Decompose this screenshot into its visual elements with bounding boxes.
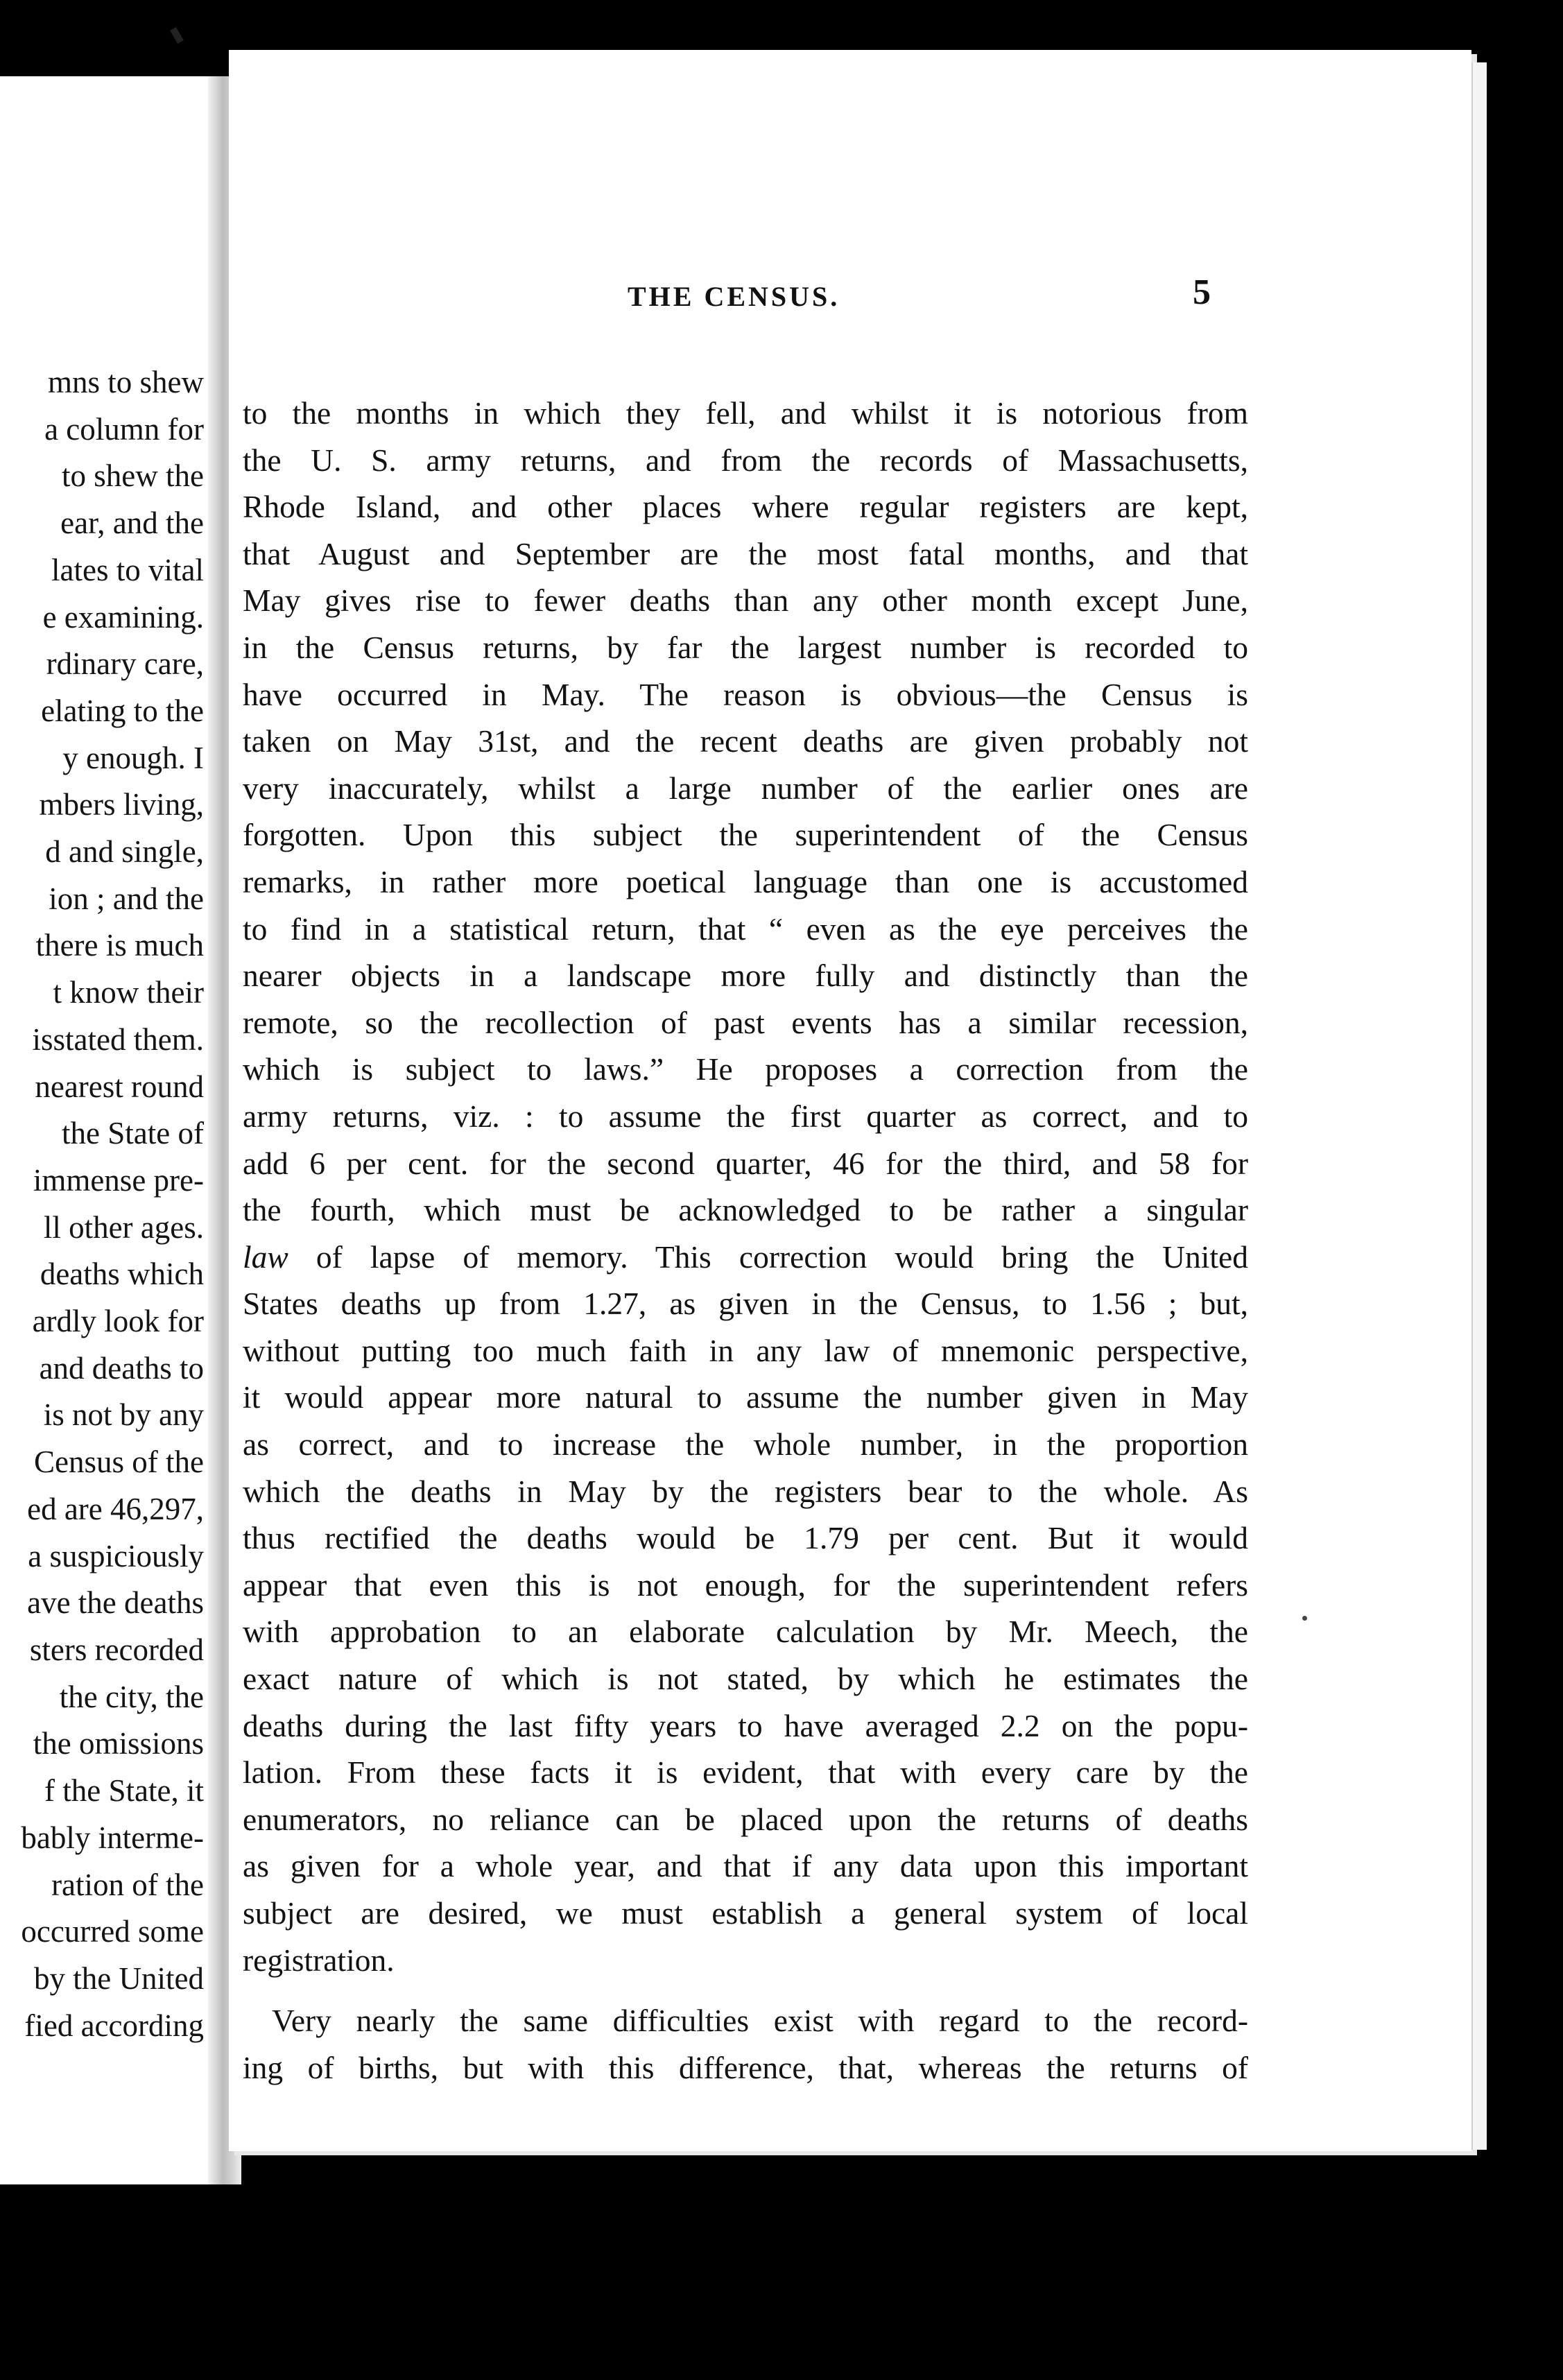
text-line: Rhode Island, and other places where regular registers are kept,: [243, 489, 1248, 525]
left-page-line: ed are 46,297,: [27, 1491, 204, 1526]
text-line: remote, so the recollection of past events has a similar recession,: [243, 1004, 1248, 1040]
right-page: [229, 50, 1471, 2151]
left-page-line: a suspiciously: [28, 1538, 204, 1573]
left-page-line: y enough. I: [62, 740, 204, 775]
left-page-text: [21, 359, 204, 2049]
left-page-line: to shew the: [62, 458, 204, 494]
text-line: the U. S. army returns, and from the records of Massachusetts,: [243, 442, 1248, 478]
text-line: taken on May 31st, and the recent deaths are given probably not: [243, 723, 1248, 759]
text-line: which the deaths in May by the registers bear to the whole. As: [243, 1473, 1248, 1509]
text-line: deaths during the last fifty years to have averaged 2.2 on the popu-: [243, 1707, 1248, 1743]
left-page-line: t know their: [53, 975, 204, 1010]
text-line: ing of births, but with this difference, that, whereas the returns of: [243, 2049, 1248, 2085]
left-page-line: and deaths to: [39, 1350, 204, 1386]
left-page-line: the State of: [62, 1116, 204, 1151]
left-page-line: f the State, it: [44, 1773, 204, 1809]
left-page-line: ear, and the: [60, 506, 204, 541]
text-line: add 6 per cent. for the second quarter, 46 for the third, and 58 for: [243, 1145, 1248, 1181]
left-page-line: ll other ages.: [43, 1209, 204, 1245]
left-page-line: d and single,: [45, 834, 204, 870]
left-page-line: a column for: [44, 411, 204, 447]
text-line: as correct, and to increase the whole number, in the proportion: [243, 1426, 1248, 1463]
body-text: [243, 390, 1248, 2091]
left-page-line: mns to shew: [48, 365, 204, 399]
left-page-line: elating to the: [41, 693, 204, 728]
text-line: to find in a statistical return, that “ even as the eye perceives the: [243, 911, 1248, 947]
running-title: THE CENSUS.: [628, 281, 840, 312]
text-line: appear that even this is not enough, for the superintendent refers: [243, 1567, 1248, 1603]
text-line: as given for a whole year, and that if any data upon this important: [243, 1848, 1248, 1884]
left-page-line: isstated them.: [32, 1021, 204, 1057]
text-line: forgotten. Upon this subject the superintendent of the Census: [243, 817, 1248, 853]
text-line: lation. From these facts it is evident, that with every care by the: [243, 1754, 1248, 1791]
text-line: very inaccurately, whilst a large number of the earlier ones are: [243, 770, 1248, 806]
left-page-line: ion ; and the: [49, 881, 204, 916]
text-line: with approbation to an elaborate calculation by Mr. Meech, the: [243, 1614, 1248, 1650]
text-line: in the Census returns, by far the largest number is recorded to: [243, 629, 1248, 665]
text-line: have occurred in May. The reason is obvious—the Census is: [243, 676, 1248, 712]
text-line: enumerators, no reliance can be placed upon the returns of deaths: [243, 1801, 1248, 1837]
text-line: which is subject to laws.” He proposes a correction from the: [243, 1051, 1248, 1087]
left-page-line: lates to vital: [51, 552, 204, 587]
left-page-line: sters recorded: [29, 1632, 204, 1667]
page-edge: [1471, 62, 1487, 2150]
left-page-line: the omissions: [33, 1726, 204, 1761]
left-page-line: is not by any: [43, 1397, 204, 1433]
text-line: exact nature of which is not stated, by which he estimates the: [243, 1661, 1248, 1697]
left-page-line: there is much: [35, 928, 204, 963]
text-line: without putting too much faith in any law of mnemonic perspective,: [243, 1332, 1248, 1368]
left-page-line: occurred some: [21, 1914, 204, 1949]
left-page-line: the city, the: [59, 1679, 204, 1714]
left-page-line: nearest round: [35, 1069, 204, 1104]
text-line: that August and September are the most fatal months, and that: [243, 535, 1248, 571]
left-page-line: ration of the: [51, 1867, 204, 1902]
paragraph-1: [243, 390, 1248, 1983]
left-page-line: e examining.: [42, 599, 204, 635]
left-page-line: ardly look for: [32, 1304, 204, 1339]
text-line: registration.: [243, 1942, 395, 1978]
text-line: subject are desired, we must establish a general system of local: [243, 1895, 1248, 1931]
left-page-line: Census of the: [34, 1445, 204, 1480]
text-line: May gives rise to fewer deaths than any other month except June,: [243, 583, 1248, 619]
left-page-line: ave the deaths: [27, 1585, 204, 1621]
running-head: [229, 273, 1471, 322]
text-line: it would appear more natural to assume the number given in May: [243, 1379, 1248, 1415]
text-line: nearer objects in a landscape more fully and distinctly than the: [243, 958, 1248, 994]
left-facing-page: [0, 76, 239, 2184]
text-line: to the months in which they fell, and whilst it is notorious from: [243, 395, 1248, 431]
text-line: army returns, viz. : to assume the first quarter as correct, and to: [243, 1098, 1248, 1134]
paragraph-2: [243, 1997, 1248, 2091]
left-page-line: rdinary care,: [46, 646, 204, 682]
scan-mark: [170, 27, 184, 44]
left-page-line: by the United: [34, 1960, 204, 1996]
text-line: law of lapse of memory. This correction would bring the United: [243, 1239, 1248, 1275]
italic-word: law: [243, 1239, 288, 1275]
page-number: 5: [1193, 273, 1211, 312]
left-page-line: fied according: [24, 2008, 204, 2043]
text-line: the fourth, which must be acknowledged to be rather a singular: [243, 1192, 1248, 1228]
text-line: Very nearly the same difficulties exist with regard to the record-: [272, 2003, 1248, 2039]
left-page-line: bably interme-: [21, 1820, 204, 1855]
left-page-line: deaths which: [40, 1257, 204, 1292]
paragraph-gap: [243, 1983, 1248, 1997]
text-line: remarks, in rather more poetical language than one is accustomed: [243, 863, 1248, 899]
print-speck: [1302, 1616, 1307, 1621]
left-page-line: immense pre-: [33, 1162, 204, 1198]
left-page-line: mbers living,: [39, 787, 204, 822]
text-line: thus rectified the deaths would be 1.79 per cent. But it would: [243, 1520, 1248, 1556]
text-line: States deaths up from 1.27, as given in the Census, to 1.56 ; but,: [243, 1286, 1248, 1322]
